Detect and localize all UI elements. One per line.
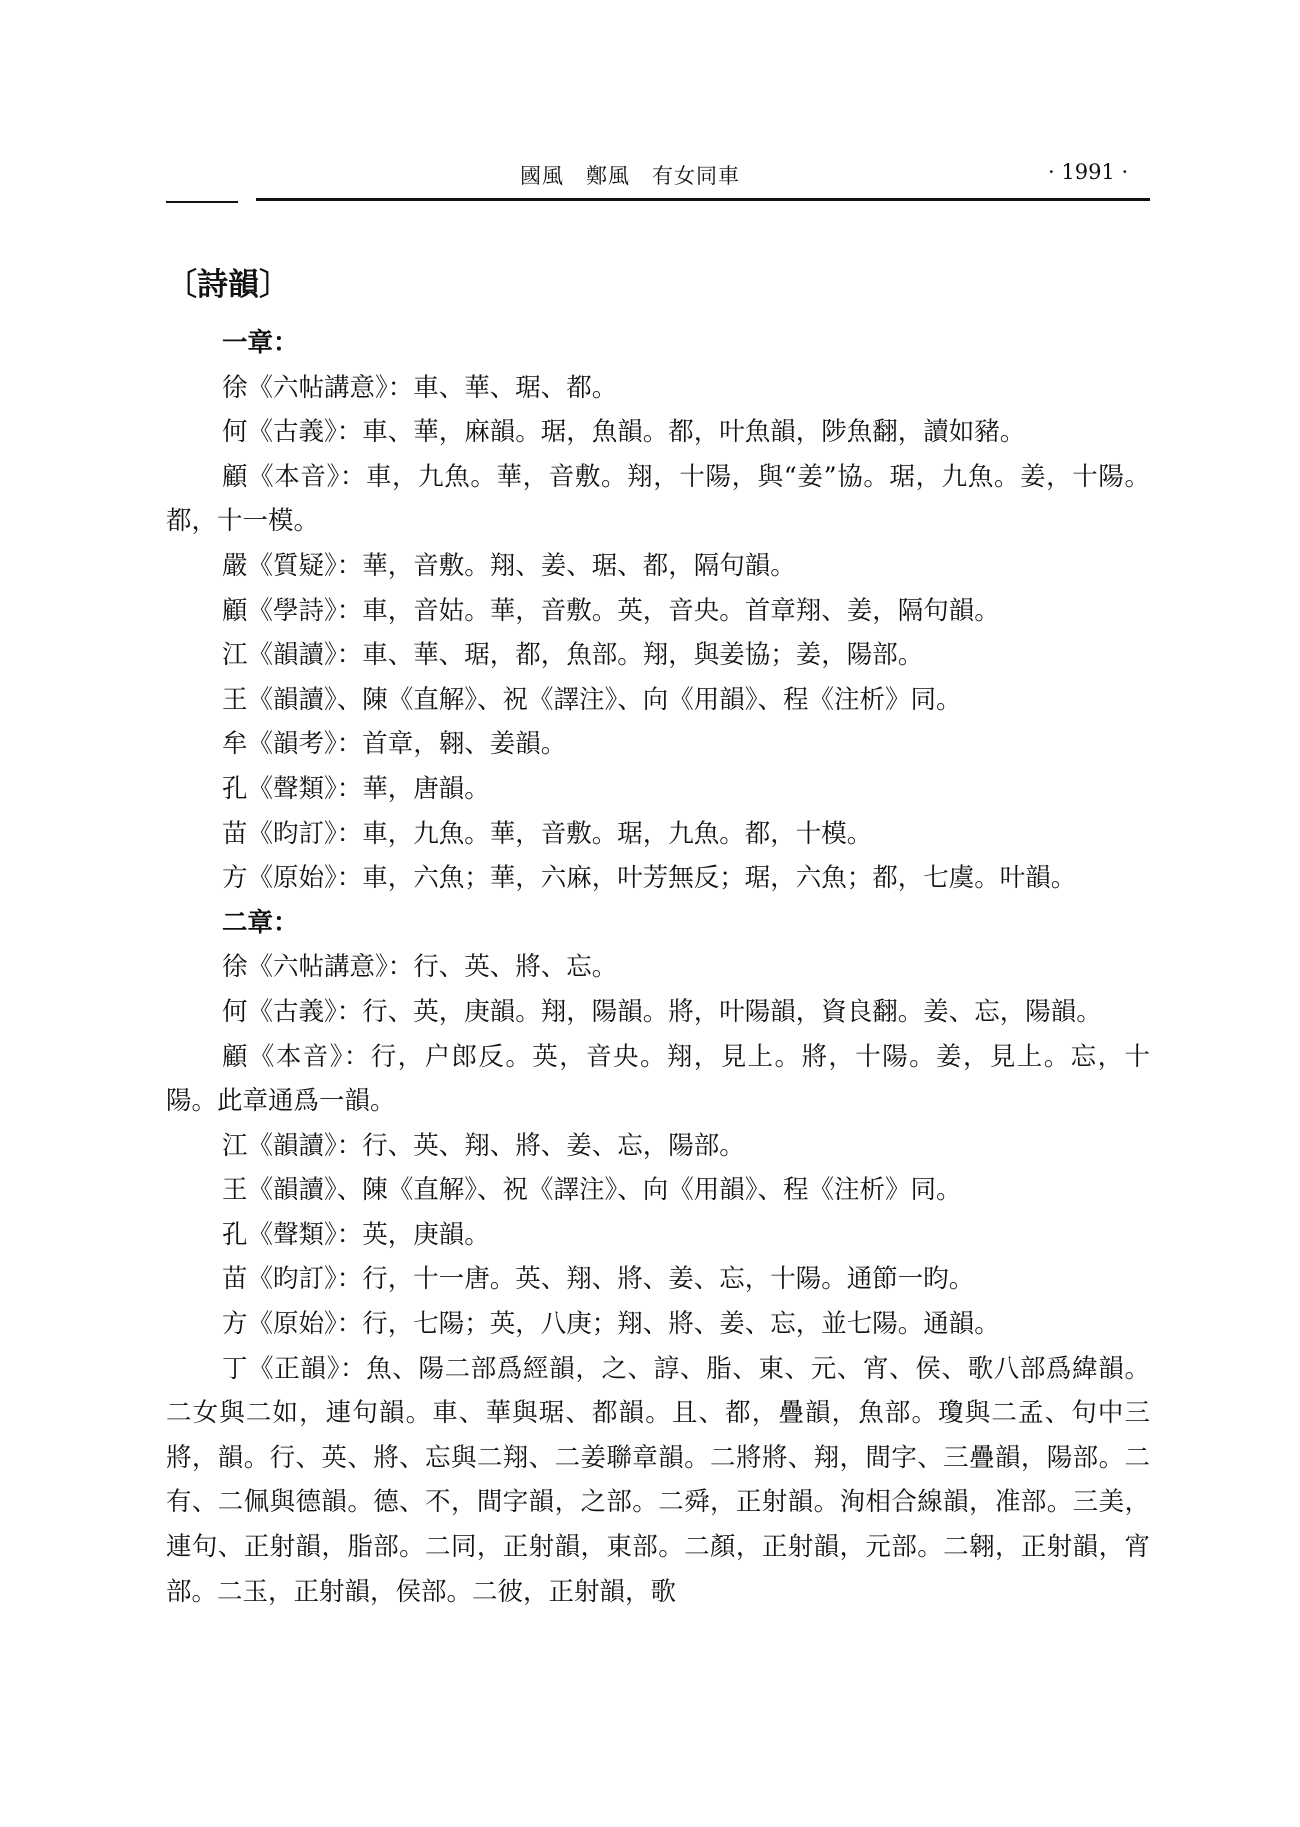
commentary-entry: 顧《學詩》：車，音姑。華，音敷。英，音央。首章翔、姜，隔句韻。 xyxy=(222,595,1000,626)
header-rule-short xyxy=(166,201,238,203)
commentary-entry: 方《原始》：行，七陽；英，八庚；翔、將、姜、忘，並七陽。通韻。 xyxy=(222,1309,1000,1340)
commentary-entry: 江《韻讀》：車、華、琚，都，魚部。翔，與姜協；姜，陽部。 xyxy=(222,640,924,671)
page-body xyxy=(166,263,1150,1614)
commentary-entry: 何《古義》：車、華，麻韻。琚，魚韻。都，叶魚韻，陟魚翻，讀如豬。 xyxy=(222,417,1026,448)
running-title-part: 有女同車 xyxy=(652,164,740,188)
commentary-entry: 苗《昀訂》：行，十一唐。英、翔、將、姜、忘，十陽。通節一昀。 xyxy=(222,1264,975,1295)
header-rule-long xyxy=(256,198,1150,201)
commentary-entry: 顧《本音》：行，户郎反。英，音央。翔，見上。將，十陽。姜，見上。忘，十陽。此章通爲一韻。 xyxy=(166,1041,1150,1117)
page-number: · 1991 · xyxy=(1048,160,1129,184)
commentary-entry: 牟《韻考》：首章，翱、姜韻。 xyxy=(222,729,567,760)
page-header xyxy=(0,0,1300,210)
commentary-entry: 孔《聲類》：英，庚韻。 xyxy=(222,1219,490,1250)
commentary-entry: 丁《正韻》：魚、陽二部爲經韻，之、諄、脂、東、元、宵、侯、歌八部爲緯韻。二女與二如，連句韻。車、華與琚、都韻。且、都，疊韻，魚部。瓊與二孟、句中三將，韻。行、英、將、忘與二翔、二姜聯章韻。二將將、翔，間字、三疊韻，陽部。二有、二佩與德韻。德、不，間字韻，之部。二舜，正射韻。洵相合線韻，准部。三美，連句、正射韻，脂部。二同，正射韻，東部。二顏，正射韻，元部。二翱，正射韻，宵部。二玉，正射韻，侯部。二彼，正射韻，歌 xyxy=(166,1353,1150,1607)
chapter-title: 一章： xyxy=(222,328,299,358)
commentary-entry: 何《古義》：行、英，庚韻。翔，陽韻。將，叶陽韻，資良翻。姜、忘，陽韻。 xyxy=(222,996,1102,1027)
commentary-entry: 徐《六帖講意》：行、英、將、忘。 xyxy=(222,952,618,983)
section-title: 〔詩韻〕 xyxy=(166,267,290,303)
chapter-title: 二章： xyxy=(222,907,299,938)
running-title-part: 國風 xyxy=(520,164,564,188)
commentary-entry: 嚴《質疑》：華，音敷。翔、姜、琚、都，隔句韻。 xyxy=(222,550,796,581)
commentary-entry: 徐《六帖講意》：車、華、琚、都。 xyxy=(222,372,618,403)
commentary-entry: 王《韻讀》、陳《直解》、祝《譯注》、向《用韻》、程《注析》同。 xyxy=(222,684,962,715)
commentary-entry: 江《韻讀》：行、英、翔、將、姜、忘，陽部。 xyxy=(222,1130,745,1161)
running-title-part: 鄭風 xyxy=(586,164,630,188)
commentary-entry: 孔《聲類》：華，唐韻。 xyxy=(222,773,490,804)
commentary-entry: 方《原始》：車，六魚；華，六麻，叶芳無反；琚，六魚；都，七虞。叶韻。 xyxy=(222,863,1077,894)
running-title xyxy=(520,160,762,190)
commentary-entry: 苗《昀訂》：車，九魚。華，音敷。琚，九魚。都，十模。 xyxy=(222,818,873,849)
commentary-entry: 王《韻讀》、陳《直解》、祝《譯注》、向《用韻》、程《注析》同。 xyxy=(222,1175,962,1206)
commentary-entry: 顧《本音》：車，九魚。華，音敷。翔，十陽，與“姜”協。琚，九魚。姜，十陽。都，十一模。 xyxy=(166,461,1150,537)
